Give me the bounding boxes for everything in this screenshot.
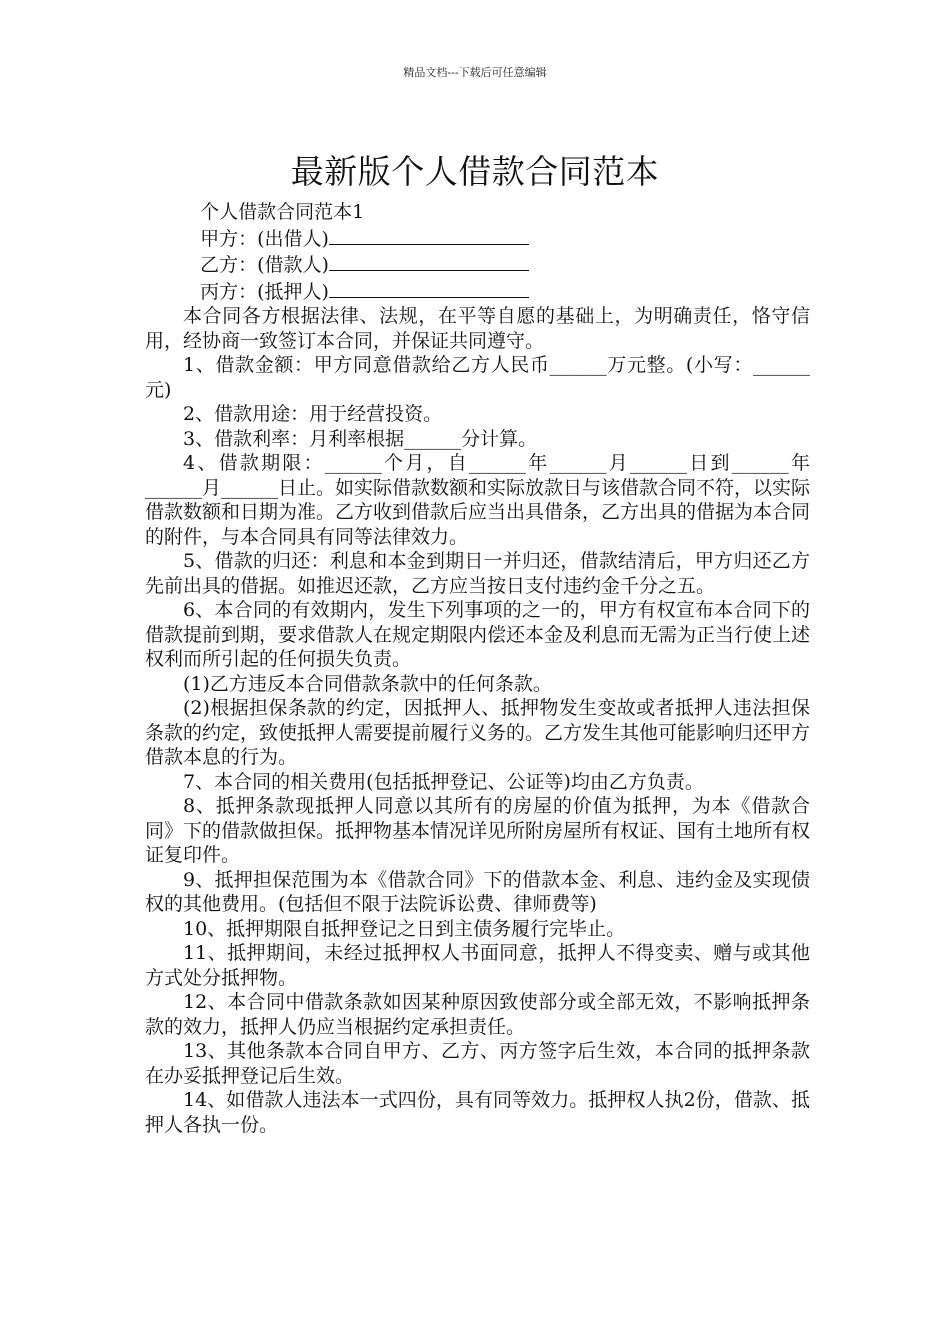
party-mortgagor (145, 278, 810, 305)
header-note: 精品文档---下载后可任意编辑 (403, 66, 547, 79)
lender-name-blank (329, 225, 529, 245)
party-borrower-label: 乙方：(借款人) (200, 254, 329, 276)
clause-12-severability: 12、本合同中借款条款如因某种原因致使部分或全部无效，不影响抵押条款的效力，抵押人仍应当根据约定承担责任。 (145, 991, 810, 1038)
borrower-name-blank (329, 251, 529, 271)
clause-10-period: 10、抵押期限自抵押登记之日到主债务履行完毕止。 (183, 917, 626, 940)
document-title: 最新版个人借款合同范本 (290, 152, 660, 192)
clause-4-loan-term: 4、借款期限：______个月，自______年______月______日到______年______月______日止。如实际借款数额和实际放款日与该借款合同不符，以实际借款数额和日期为准。乙方收到借款后应当出具借条，乙方出具的借据为本合同的附件，与本合同具有同等法律效力。 (145, 452, 811, 548)
contract-body (145, 200, 810, 1137)
clause-7-fees: 7、本合同的相关费用(包括抵押登记、公证等)均由乙方负责。 (183, 770, 704, 793)
paragraph-preamble: 本合同各方根据法律、法规，在平等自愿的基础上，为明确责任，恪守信用，经协商一致签订本合同，并保证共同遵守。 (145, 305, 810, 352)
clause-2-loan-purpose: 2、借款用途：用于经营投资。 (183, 403, 443, 425)
clause-8-mortgage: 8、抵押条款现抵押人同意以其所有的房屋的价值为抵押，为本《借款合同》下的借款做担保。抵押物基本情况详见所附房屋所有权证、国有土地所有权证复印件。 (145, 795, 811, 866)
party-lender (145, 225, 810, 252)
party-borrower (145, 251, 810, 278)
party-lender-label: 甲方：(出借人) (200, 227, 329, 250)
clause-11-restrictions: 11、抵押期间，未经过抵押权人书面同意，抵押人不得变卖、赠与或其他方式处分抵押物。 (145, 942, 810, 989)
mortgagor-name-blank (329, 278, 529, 298)
clause-6-item-1: (1)乙方违反本合同借款条款中的任何条款。 (183, 672, 552, 695)
clause-13-effectiveness: 13、其他条款本合同自甲方、乙方、丙方签字后生效，本合同的抵押条款在办妥抵押登记后生效。 (145, 1040, 810, 1087)
clause-6-item-2: (2)根据担保条款的约定，因抵押人、抵押物发生变故或者抵押人违法担保条款的约定，致使抵押人需要提前履行义务的。乙方发生其他可能影响归还甲方借款本息的行为。 (145, 697, 811, 768)
party-mortgagor-label: 丙方：(抵押人) (200, 280, 329, 303)
contract-subtitle: 个人借款合同范本1 (200, 201, 365, 223)
clause-5-repayment: 5、借款的归还：利息和本金到期日一并归还，借款结清后，甲方归还乙方先前出具的借据。如推迟还款，乙方应当按日支付违约金千分之五。 (145, 550, 810, 597)
clause-1-loan-amount: 1、借款金额：甲方同意借款给乙方人民币______万元整。(小写：______元) (145, 354, 810, 401)
clause-9-scope: 9、抵押担保范围为本《借款合同》下的借款本金、利息、违约金及实现债权的其他费用。(包括但不限于法院诉讼费、律师费等) (145, 868, 810, 915)
clause-14-copies: 14、如借款人违法本一式四份，具有同等效力。抵押权人执2份，借款、抵押人各执一份。 (145, 1089, 810, 1136)
clause-6-acceleration: 6、本合同的有效期内，发生下列事项的之一的，甲方有权宣布本合同下的借款提前到期，要求借款人在规定期限内偿还本金及利息而无需为正当行使上述权利而所引起的任何损失负责。 (145, 599, 811, 670)
clause-3-interest-rate: 3、借款利率：月利率根据______分计算。 (183, 427, 538, 450)
